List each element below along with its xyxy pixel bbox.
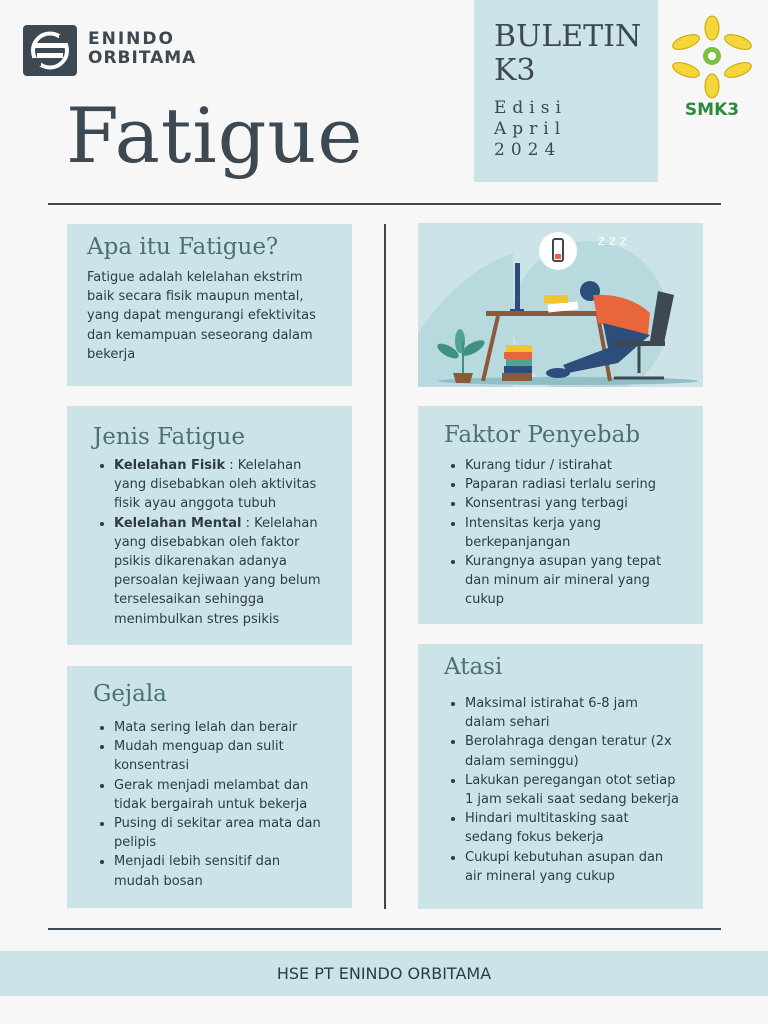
zzz-text: z z z <box>598 234 627 249</box>
list-item: • Pusing di sekitar area mata dan pelipis <box>114 814 328 852</box>
list-item: • Hindari multitasking saat sedang fokus bekerja <box>465 809 679 847</box>
company-name-line2: ORBITAMA <box>88 48 197 68</box>
gejala-list <box>93 718 328 891</box>
gejala-heading: Gejala <box>93 681 167 707</box>
bulletin-title-line1: BULETIN <box>494 19 642 54</box>
list-item: • Mudah menguap dan sulit konsentrasi <box>114 737 328 775</box>
list-item: • Berolahraga dengan teratur (2x dalam seminggu) <box>465 732 679 770</box>
edition-line1: Edisi <box>494 98 567 118</box>
card-faktor-penyebab <box>418 406 703 624</box>
list-item: • Lakukan peregangan otot setiap 1 jam sekali saat sedang bekerja <box>465 771 679 809</box>
jenis-term: Kelelahan Mental <box>114 515 242 531</box>
jenis-heading: Jenis Fatigue <box>93 424 245 450</box>
edition-line2: April <box>494 119 567 139</box>
company-name-line1: ENINDO <box>88 29 175 49</box>
list-item: • Intensitas kerja yang berkepanjangan <box>465 514 679 552</box>
company-logo-icon <box>23 25 77 76</box>
card-gejala <box>67 666 352 908</box>
faktor-list <box>444 456 679 610</box>
list-item: • Mata sering lelah dan berair <box>114 718 328 737</box>
card-jenis-fatigue <box>67 406 352 645</box>
list-item: • Kurangnya asupan yang tepat dan minum air mineral yang cukup <box>465 552 679 610</box>
apa-text: Fatigue adalah kelelahan ekstrim baik secara fisik maupun mental, yang dapat mengurangi efektivitas dan kemampuan seseorang dalam bekerja <box>87 270 316 362</box>
jenis-term: Kelelahan Fisik <box>114 458 226 473</box>
card-apa-itu-fatigue <box>67 224 352 386</box>
tired-worker-illustration <box>418 223 703 387</box>
column-divider <box>384 224 386 909</box>
list-item <box>114 514 328 629</box>
smk3-label: SMK3 <box>684 100 740 120</box>
top-divider <box>48 203 721 205</box>
list-item: • Gerak menjadi melambat dan tidak bergairah untuk bekerja <box>114 776 328 814</box>
page-title: Fatigue <box>66 91 364 180</box>
list-item: • Paparan radiasi terlalu sering <box>465 475 679 494</box>
smk3-logo-icon <box>668 14 756 124</box>
company-name <box>88 30 196 68</box>
footer-text: HSE PT ENINDO ORBITAMA <box>276 964 492 983</box>
atasi-heading: Atasi <box>444 654 503 680</box>
bottom-divider <box>48 928 721 930</box>
faktor-heading: Faktor Penyebab <box>444 422 641 448</box>
atasi-list <box>444 694 679 886</box>
list-item: • Cukupi kebutuhan asupan dan air mineral yang cukup <box>465 848 679 886</box>
list-item: • Konsentrasi yang terbagi <box>465 494 679 513</box>
jenis-desc: : Kelelahan yang disebabkan oleh aktivitas fisik ayau anggota tubuh <box>114 458 317 512</box>
bulletin-title <box>494 20 641 88</box>
list-item: • Kurang tidur / istirahat <box>465 456 679 475</box>
list-item: • Maksimal istirahat 6-8 jam dalam sehari <box>465 694 679 732</box>
bulletin-title-line2: K3 <box>494 53 536 88</box>
edition-line3: 2024 <box>494 140 562 160</box>
jenis-list <box>93 456 328 629</box>
list-item <box>114 456 328 514</box>
jenis-desc: : Kelelahan yang disebabkan oleh faktor psikis dikarenakan adanya persoalan kejiwaan yang belum terselesaikan sehingga menimbulkan stres psikis <box>114 515 321 627</box>
apa-heading: Apa itu Fatigue? <box>87 234 279 260</box>
bulletin-edition <box>494 98 567 161</box>
list-item: • Menjadi lebih sensitif dan mudah bosan <box>114 852 328 890</box>
card-atasi <box>418 644 703 909</box>
